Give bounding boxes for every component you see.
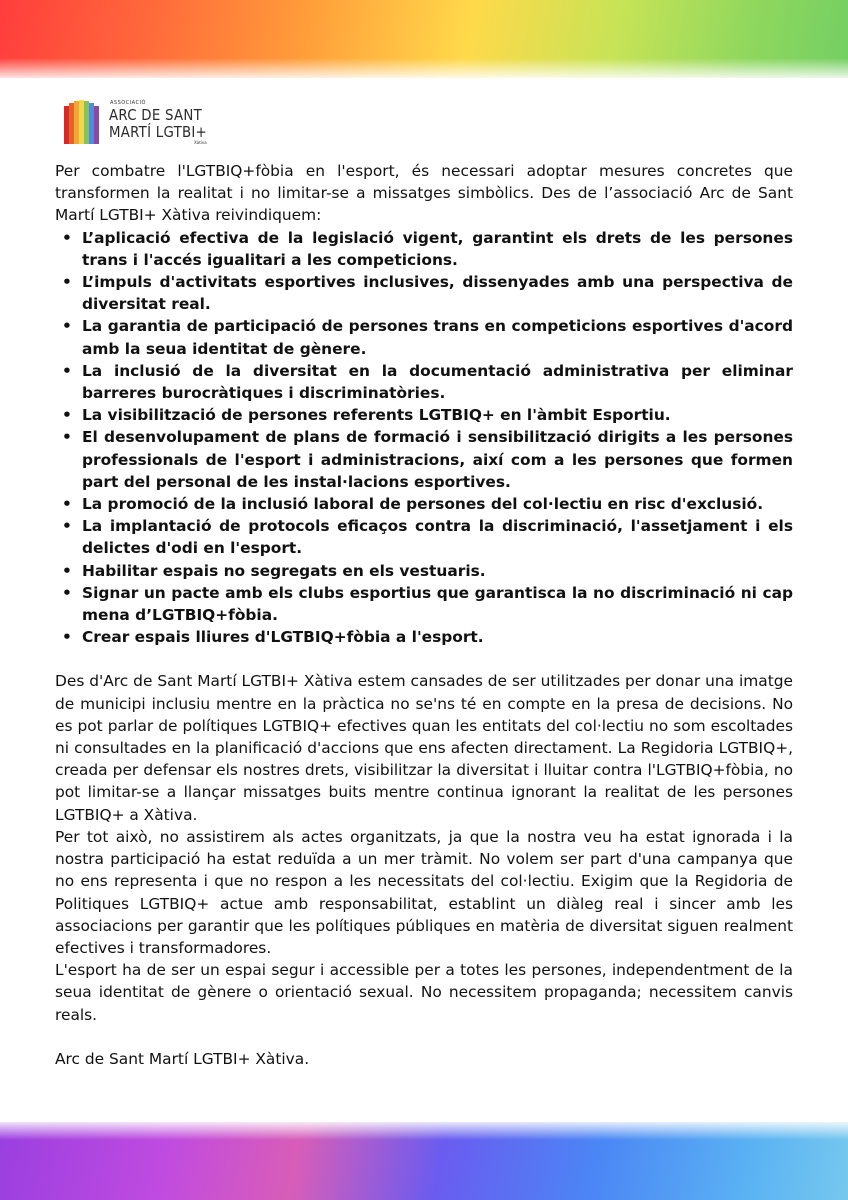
demand-item: • La promoció de la inclusió laboral de persones del col·lectiu en risc d'exclusió. <box>82 493 793 515</box>
body-paragraph: Des d'Arc de Sant Martí LGTBI+ Xàtiva estem cansades de ser utilitzades per donar una imatge de municipi inclusiu mentre en la pràctica no se'ns té en compte en la presa de decisions. No es pot parlar de polítiques LGTBIQ+ efectives quan les entitats del col·lectiu no som escoltades ni consultades en la planificació d'accions que ens afecten directament. La Regidoria LGTBIQ+, creada per defensar els nostres drets, visibilitzar la diversitat i lluitar contra l'LGTBIQ+fòbia, no pot limitar-se a llançar missatges buits mentre continua ignorant la realitat de les persones LGTBIQ+ a Xàtiva. <box>55 672 793 824</box>
statement-body <box>55 160 793 1070</box>
demand-item: • Crear espais lliures d'LGTBIQ+fòbia a l'esport. <box>82 626 793 648</box>
demand-item: • L’impuls d'activitats esportives inclusives, dissenyades amb una perspectiva de diversitat real. <box>82 271 793 315</box>
demand-item: • El desenvolupament de plans de formació i sensibilització dirigits a les persones professionals de l'esport i administracions, així com a les persones que formen part del personal de les instal·lacions esportives. <box>82 426 793 493</box>
body-paragraph: Per tot això, no assistirem als actes organitzats, ja que la nostra veu ha estat ignorada i la nostra participació ha estat reduïda a un mer tràmit. No volem ser part d'una campanya que no ens representa i que no respon a les necessitats del col·lectiu. Exigim que la Regidoria de Politiques LGTBIQ+ actue amb responsabilitat, establint un diàleg real i sincer amb les associacions per garantir que les polítiques públiques en matèria de diversitat siguen realment efectives i transformadores. <box>55 827 793 957</box>
spacer <box>55 1026 793 1048</box>
body-paragraph: L'esport ha de ser un espai segur i accessible per a totes les persones, independentment de la seua identitat de gènere o orientació sexual. No necessitem propaganda; necessitem canvis reals. <box>55 961 793 1024</box>
spacer <box>55 648 793 670</box>
demands-list <box>55 227 793 649</box>
logo-location: Xàtiva <box>194 140 207 145</box>
rainbow-header-band <box>0 0 848 78</box>
rainbow-footer-band <box>0 1122 848 1200</box>
association-logo <box>64 100 234 148</box>
demand-item: • La implantació de protocols eficaços contra la discriminació, l'assetjament i els delictes d'odi en l'esport. <box>82 515 793 559</box>
demand-item: • Habilitar espais no segregats en els vestuaris. <box>82 560 793 582</box>
demand-item: • La garantia de participació de persones trans en competicions esportives d'acord amb la seua identitat de gènere. <box>82 315 793 359</box>
intro-paragraph: Per combatre l'LGTBIQ+fòbia en l'esport, és necessari adoptar mesures concretes que transformen la realitat i no limitar-se a missatges simbòlics. Des de l’associació Arc de Sant Martí LGTBI+ Xàtiva reivindiquem: <box>55 162 793 225</box>
logo-small-caption: ASSOCIACIÓ <box>110 100 146 106</box>
demand-item: • La inclusió de la diversitat en la documentació administrativa per eliminar barreres burocràtiques i discriminatòries. <box>82 360 793 404</box>
demand-item: • L’aplicació efectiva de la legislació vigent, garantint els drets de les persones trans i l'accés igualitari a les competicions. <box>82 227 793 271</box>
demand-item: • Signar un pacte amb els clubs esportius que garantisca la no discriminació ni cap mena d’LGTBIQ+fòbia. <box>82 582 793 626</box>
demand-item: • La visibilització de persones referents LGTBIQ+ en l'àmbit Esportiu. <box>82 404 793 426</box>
signature: Arc de Sant Martí LGTBI+ Xàtiva. <box>55 1049 310 1068</box>
rainbow-stripes-logo-icon <box>64 100 108 146</box>
logo-title-line1: ARC DE SANT <box>109 106 202 124</box>
logo-title-line2: MARTÍ LGTBI+ <box>109 123 207 141</box>
